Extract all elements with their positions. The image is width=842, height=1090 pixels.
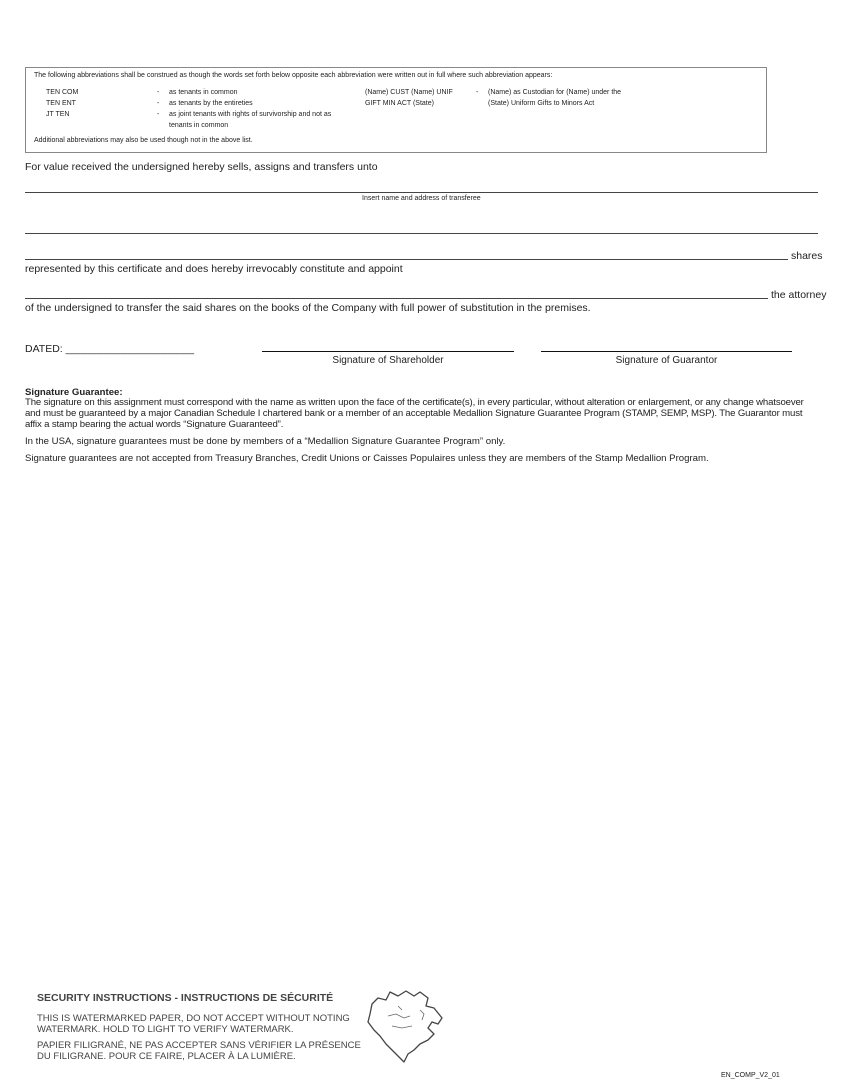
abbr-jt-ten-meaning-cont: tenants in common [169, 122, 229, 129]
guarantor-signature-label: Signature of Guarantor [615, 355, 718, 366]
abbr-dash: - [157, 89, 160, 96]
abbr-ten-ent-meaning: as tenants by the entireties [169, 100, 253, 107]
attorney-label: the attorney [771, 289, 827, 301]
abbr-cust-unif: (Name) CUST (Name) UNIF [365, 89, 453, 96]
guarantor-signature-line[interactable] [541, 351, 792, 352]
abbreviations-box [25, 67, 767, 153]
transfer-intro: For value received the undersigned hereby sells, assigns and transfers unto [25, 161, 378, 173]
abbr-ten-ent: TEN ENT [46, 100, 76, 107]
abbr-custodian-meaning-cont: (State) Uniform Gifts to Minors Act [488, 100, 595, 107]
abbr-ten-com: TEN COM [46, 89, 79, 96]
guarantee-paragraph-2: In the USA, signature guarantees must be done by members of a “Medallion Signature Guarantee Program” only. [25, 436, 506, 447]
shares-label: shares [791, 250, 823, 262]
abbr-custodian-meaning: (Name) as Custodian for (Name) under the [488, 89, 622, 96]
security-fr-line-1: PAPIER FILIGRANÉ, NE PAS ACCEPTER SANS VÉRIFIER LA PRÉSENCE [37, 1040, 361, 1051]
abbr-dash: - [476, 89, 479, 96]
form-code: EN_COMP_V2_01 [721, 1072, 780, 1079]
substitution-text: of the undersigned to transfer the said shares on the books of the Company with full power of substitution in the premises. [25, 302, 591, 314]
security-fr-line-2: DU FILIGRANE. POUR CE FAIRE, PLACER À LA LUMIÈRE. [37, 1051, 296, 1062]
security-en-line-1: THIS IS WATERMARKED PAPER, DO NOT ACCEPT WITHOUT NOTING [37, 1013, 350, 1024]
security-en-line-2: WATERMARK. HOLD TO LIGHT TO VERIFY WATERMARK. [37, 1024, 294, 1035]
abbr-jt-ten-meaning: as joint tenants with rights of survivorship and not as [169, 111, 332, 118]
abbreviations-footer: Additional abbreviations may also be used though not in the above list. [34, 137, 253, 144]
shares-line[interactable] [25, 259, 788, 260]
represented-text: represented by this certificate and does hereby irrevocably constitute and appoint [25, 263, 403, 275]
guarantee-paragraph-1: The signature on this assignment must correspond with the name as written upon the face of the certificate(s), in every particular, without alteration or enlargement, or any change whatsoever and must be guaranteed by a major Canadian Schedule I chartered bank or a member of an acceptable Medallion Signature Guarantee Program (STAMP, SEMP, MSP). The Guarantor must affix a stamp bearing the actual words “Signature Guaranteed”. [25, 397, 804, 430]
attorney-line[interactable] [25, 298, 768, 299]
abbr-dash: - [157, 111, 160, 118]
north-america-map-icon [362, 988, 446, 1066]
shareholder-signature-label: Signature of Shareholder [332, 355, 444, 366]
abbr-gift-min-act: GIFT MIN ACT (State) [365, 100, 434, 107]
abbr-ten-com-meaning: as tenants in common [169, 89, 238, 96]
transferee-line[interactable] [25, 192, 818, 193]
abbr-jt-ten: JT TEN [46, 111, 70, 118]
transferee-caption: Insert name and address of transferee [362, 195, 481, 202]
transferee-address-line[interactable] [25, 233, 818, 234]
abbr-dash: - [157, 100, 160, 107]
dated-field[interactable]: DATED: ______________________ [25, 343, 195, 355]
security-title: SECURITY INSTRUCTIONS - INSTRUCTIONS DE SÉCURITÉ [37, 992, 334, 1004]
guarantee-heading: Signature Guarantee: [25, 387, 123, 398]
abbreviations-intro: The following abbreviations shall be construed as though the words set forth below opposite each abbreviation were written out in full where such abbreviation appears: [34, 72, 553, 79]
shareholder-signature-line[interactable] [262, 351, 514, 352]
guarantee-paragraph-3: Signature guarantees are not accepted from Treasury Branches, Credit Unions or Caisses Populaires unless they are members of the Stamp Medallion Program. [25, 453, 709, 464]
